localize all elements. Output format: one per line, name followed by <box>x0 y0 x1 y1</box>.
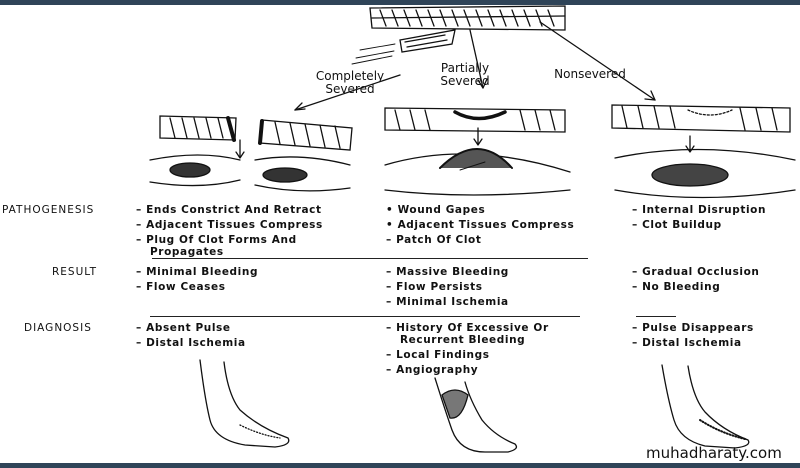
text-line: – Flow Persists <box>386 281 483 293</box>
completely-severed-illustration <box>150 116 352 191</box>
text-line: – Pulse Disappears <box>632 322 754 334</box>
bottom-border-bar <box>0 463 800 468</box>
branch-nonsevered: Nonsevered <box>554 67 626 81</box>
text-line: – Minimal Bleeding <box>136 266 259 278</box>
divider-line <box>152 258 588 259</box>
text-line: – Massive Bleeding <box>386 266 509 278</box>
pathogenesis-nonsevered <box>632 204 766 234</box>
divider-line <box>636 316 676 317</box>
text-line: Propagates <box>150 246 224 258</box>
partially-severed-illustration <box>385 108 570 195</box>
knife-illustration <box>352 30 455 64</box>
result-partially <box>386 266 509 311</box>
top-vessel-illustration <box>370 6 565 30</box>
diagnosis-nonsevered <box>632 322 754 352</box>
text-line: – Gradual Occlusion <box>632 266 760 278</box>
text-line: – Ends Constrict And Retract <box>136 204 322 216</box>
text-line: – Angiography <box>386 364 479 376</box>
text-line: – Clot Buildup <box>632 219 722 231</box>
foot-illustration-center <box>435 378 516 452</box>
text-line: – Minimal Ischemia <box>386 296 509 308</box>
text-line: – Distal Ischemia <box>632 337 742 349</box>
divider-line <box>150 316 580 317</box>
branch-completely-severed: Completely Severed <box>315 69 385 96</box>
branch-partially-severed: Partially Severed <box>440 61 490 88</box>
pathogenesis-completely <box>136 204 323 261</box>
nonsevered-illustration <box>612 105 795 198</box>
foot-illustration-right <box>662 365 749 448</box>
text-line: – History Of Excessive Or <box>386 322 549 334</box>
text-line: – Local Findings <box>386 349 490 361</box>
foot-illustration-left <box>200 360 289 447</box>
text-line: – Distal Ischemia <box>136 337 246 349</box>
text-line: • Wound Gapes <box>386 204 486 216</box>
result-completely <box>136 266 258 296</box>
category-result: RESULT <box>52 266 98 278</box>
text-line: – Adjacent Tissues Compress <box>136 219 323 231</box>
result-nonsevered <box>632 266 760 296</box>
category-diagnosis: DIAGNOSIS <box>24 322 92 334</box>
text-line: – Flow Ceases <box>136 281 226 293</box>
text-line: – Absent Pulse <box>136 322 231 334</box>
text-line: Recurrent Bleeding <box>400 334 526 346</box>
category-pathogenesis: PATHOGENESIS <box>2 204 95 216</box>
arrow-nonsevered <box>540 22 655 100</box>
text-line: – Internal Disruption <box>632 204 767 216</box>
diagnosis-completely <box>136 322 246 352</box>
pathogenesis-partially <box>386 204 574 249</box>
diagnosis-partially <box>386 322 549 379</box>
watermark-text: muhadharaty.com <box>646 444 782 462</box>
text-line: – Patch Of Clot <box>386 234 482 246</box>
text-line: – No Bleeding <box>632 281 721 293</box>
text-line: • Adjacent Tissues Compress <box>386 219 575 231</box>
text-line: – Plug Of Clot Forms And <box>136 234 297 246</box>
